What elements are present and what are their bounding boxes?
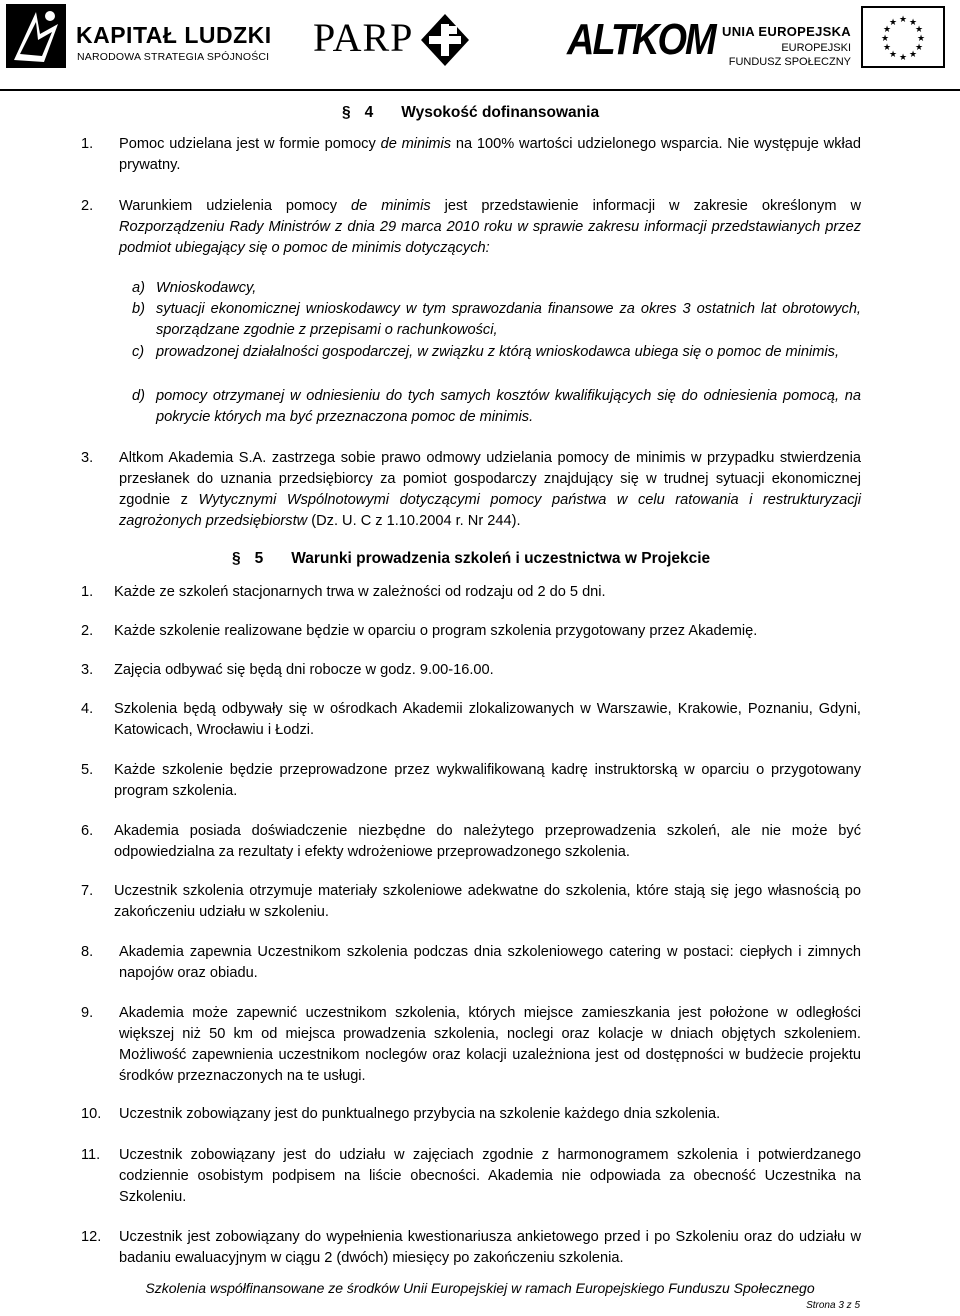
parp-mark-icon [419,12,471,68]
section4-list-item-c: c) prowadzonej działalności gospodarczej, w związku z którą wnioskodawca ubiega się o pomoc de minimis, [132,344,839,360]
section4-title: Wysokość dofinansowania [401,104,600,121]
eu-flag-icon [861,6,945,68]
svg-text:★: ★ [882,43,892,53]
svg-text:★: ★ [908,50,918,60]
section5-item-8: 8. Akademia zapewnia Uczestnikom szkolenia podczas dnia szkoleniowego catering w postaci: ciepłych i zimnych napojów oraz obiadu. [81,944,861,981]
paragraph-number: 3. [81,450,94,466]
svg-text:★: ★ [914,43,924,53]
svg-text:★: ★ [898,15,908,25]
section5-item-9: 9. Akademia może zapewnić uczestnikom szkolenia, których miejsce zamieszkania jest położone w odległości większej niż 50 km od miejsca prowadzenia szkolenia, noclegi oraz kolacje w dniach objętych szkoleniem. Możliwość zapewnienia uczestnikom noclegów oraz kolacji uzależniona jest od dostępności w budżecie projektu środków przeznaczonych na te usługi. [81,1005,861,1084]
section4-paragraph-2: 2. Warunkiem udzielenia pomocy de minimis jest przedstawienie informacji w zakresie określonym w Rozporządzeniu Rady Ministrów z dnia 29 marca 2010 roku w sprawie zakresu informacji przedstawianych przez podmiot ubiegający się o pomoc de minimis dotyczących: [81,198,862,256]
svg-text:★: ★ [914,25,924,35]
svg-text:★: ★ [916,34,926,44]
eu-line3: FUNDUSZ SPOŁECZNY [728,56,851,68]
section5-item-12: 12. Uczestnik jest zobowiązany do wypełnienia kwestionariusza ankietowego przed i po Szkoleniu oraz do udziału w badaniu ewaluacyjnym w ciągu 2 (dwóch) miesięcy po zakończeniu szkolenia. [81,1229,861,1266]
kapital-ludzki-mark-icon [6,4,66,68]
section5-title: Warunki prowadzenia szkoleń i uczestnictwa w Projekcie [291,550,711,567]
section5-item-3: 3. Zajęcia odbywać się będą dni robocze w godz. 9.00-16.00. [81,662,494,678]
paragraph-number: 1. [81,136,94,152]
altkom-text: ALTKOM [567,16,715,65]
section5-number: 5 [254,550,264,567]
section5-item-4: 4. Szkolenia będą odbywały się w ośrodkach Akademii zlokalizowanych w Warszawie, Krakowie, Poznaniu, Gdyni, Katowicach, Wrocławiu i Łodzi. [81,701,861,738]
section5-heading [232,550,710,568]
kapital-ludzki-title: KAPITAŁ LUDZKI [76,22,272,48]
section5-item-1: 1. Każde ze szkoleń stacjonarnych trwa w zależności od rodzaju od 2 do 5 dni. [81,584,606,600]
section5-item-5: 5. Każde szkolenie będzie przeprowadzone przez wykwalifikowaną kadrę instruktorską w oparciu o przygotowany program szkolenia. [81,762,861,799]
paragraph-number: 2. [81,198,94,214]
svg-text:★: ★ [888,18,898,28]
section5-item-11: 11. Uczestnik zobowiązany jest do udziału w zajęciach zgodnie z harmonogramem szkolenia i potwierdzanego codziennie osobistym podpisem na liście obecności. Akademia nie odpowiada za obecność Uczestnika na Szkoleniu. [81,1147,861,1205]
section4-paragraph-1: 1. Pomoc udzielana jest w formie pomocy de minimis na 100% wartości udzielonego wsparcia. Nie występuje wkład prywatny. [81,136,861,173]
page-header [0,0,960,80]
section4-list-item-d: d) pomocy otrzymanej w odniesieniu do tych samych kosztów kwalifikujących się do odniesienia pomocą, na pokrycie których ma być przeznaczona pomoc de minimis. [132,388,861,425]
eu-line2: EUROPEJSKI [781,42,851,54]
section4-heading [342,104,599,122]
parp-logo [313,12,473,70]
svg-text:★: ★ [880,34,890,44]
header-divider [0,89,960,91]
section4-number: 4 [364,104,374,121]
section5-item-6: 6. Akademia posiada doświadczenie niezbędne do należytego przeprowadzenia szkoleń, ale nie może być odpowiedzialna za rezultaty i efekty wdrożeniowe przeprowadzonego szkolenia. [81,823,861,860]
svg-text:★: ★ [882,25,892,35]
section5-item-10: 10. Uczestnik zobowiązany jest do punktualnego przybycia na szkolenie każdego dnia szkolenia. [81,1106,721,1122]
eu-title: UNIA EUROPEJSKA [722,24,851,39]
parp-text: PARP [313,15,414,60]
page-footer: Szkolenia współfinansowane ze środków Unii Europejskiej w ramach Europejskiego Funduszu Społecznego [145,1280,815,1296]
svg-text:★: ★ [898,53,908,63]
section4-sign: § [342,104,351,121]
altkom-logo [567,16,715,66]
svg-text:★: ★ [908,18,918,28]
svg-text:★: ★ [888,50,898,60]
section5-item-7: 7. Uczestnik szkolenia otrzymuje materiały szkoleniowe adekwatne do szkolenia, które stają się jego własnością po zakończeniu udziału w szkoleniu. [81,883,861,920]
kapital-ludzki-logo [6,4,272,70]
section5-sign: § [232,550,241,567]
kapital-ludzki-subtitle: NARODOWA STRATEGIA SPÓJNOŚCI [77,51,270,63]
section4-list-item-a: a) Wnioskodawcy, [132,280,257,296]
section4-list-item-b: b) sytuacji ekonomicznej wnioskodawcy w tym sprawozdania finansowe za okres 3 ostatnich lat obrotowych, sporządzane zgodnie z przepisami o rachunkowości, [132,301,861,338]
eu-logo [722,6,945,72]
section4-paragraph-3: 3. Altkom Akademia S.A. zastrzega sobie prawo odmowy udzielania pomocy de minimis w przypadku stwierdzenia przesłanek do uznania przedsiębiorcy za pomiot gospodarczy znajdujący się w trudnej sytuacji ekonomicznej zgodnie z Wytycznymi Wspólnotowymi dotyczącymi pomocy państwa w celu ratowania i restrukturyzacji zagrożonych przedsiębiorstw (Dz. U. C z 1.10.2004 r. Nr 244). [81,450,861,529]
section5-item-2: 2. Każde szkolenie realizowane będzie w oparciu o program szkolenia przygotowany przez Akademię. [81,623,758,639]
page-number: Strona 3 z 5 [806,1300,860,1311]
